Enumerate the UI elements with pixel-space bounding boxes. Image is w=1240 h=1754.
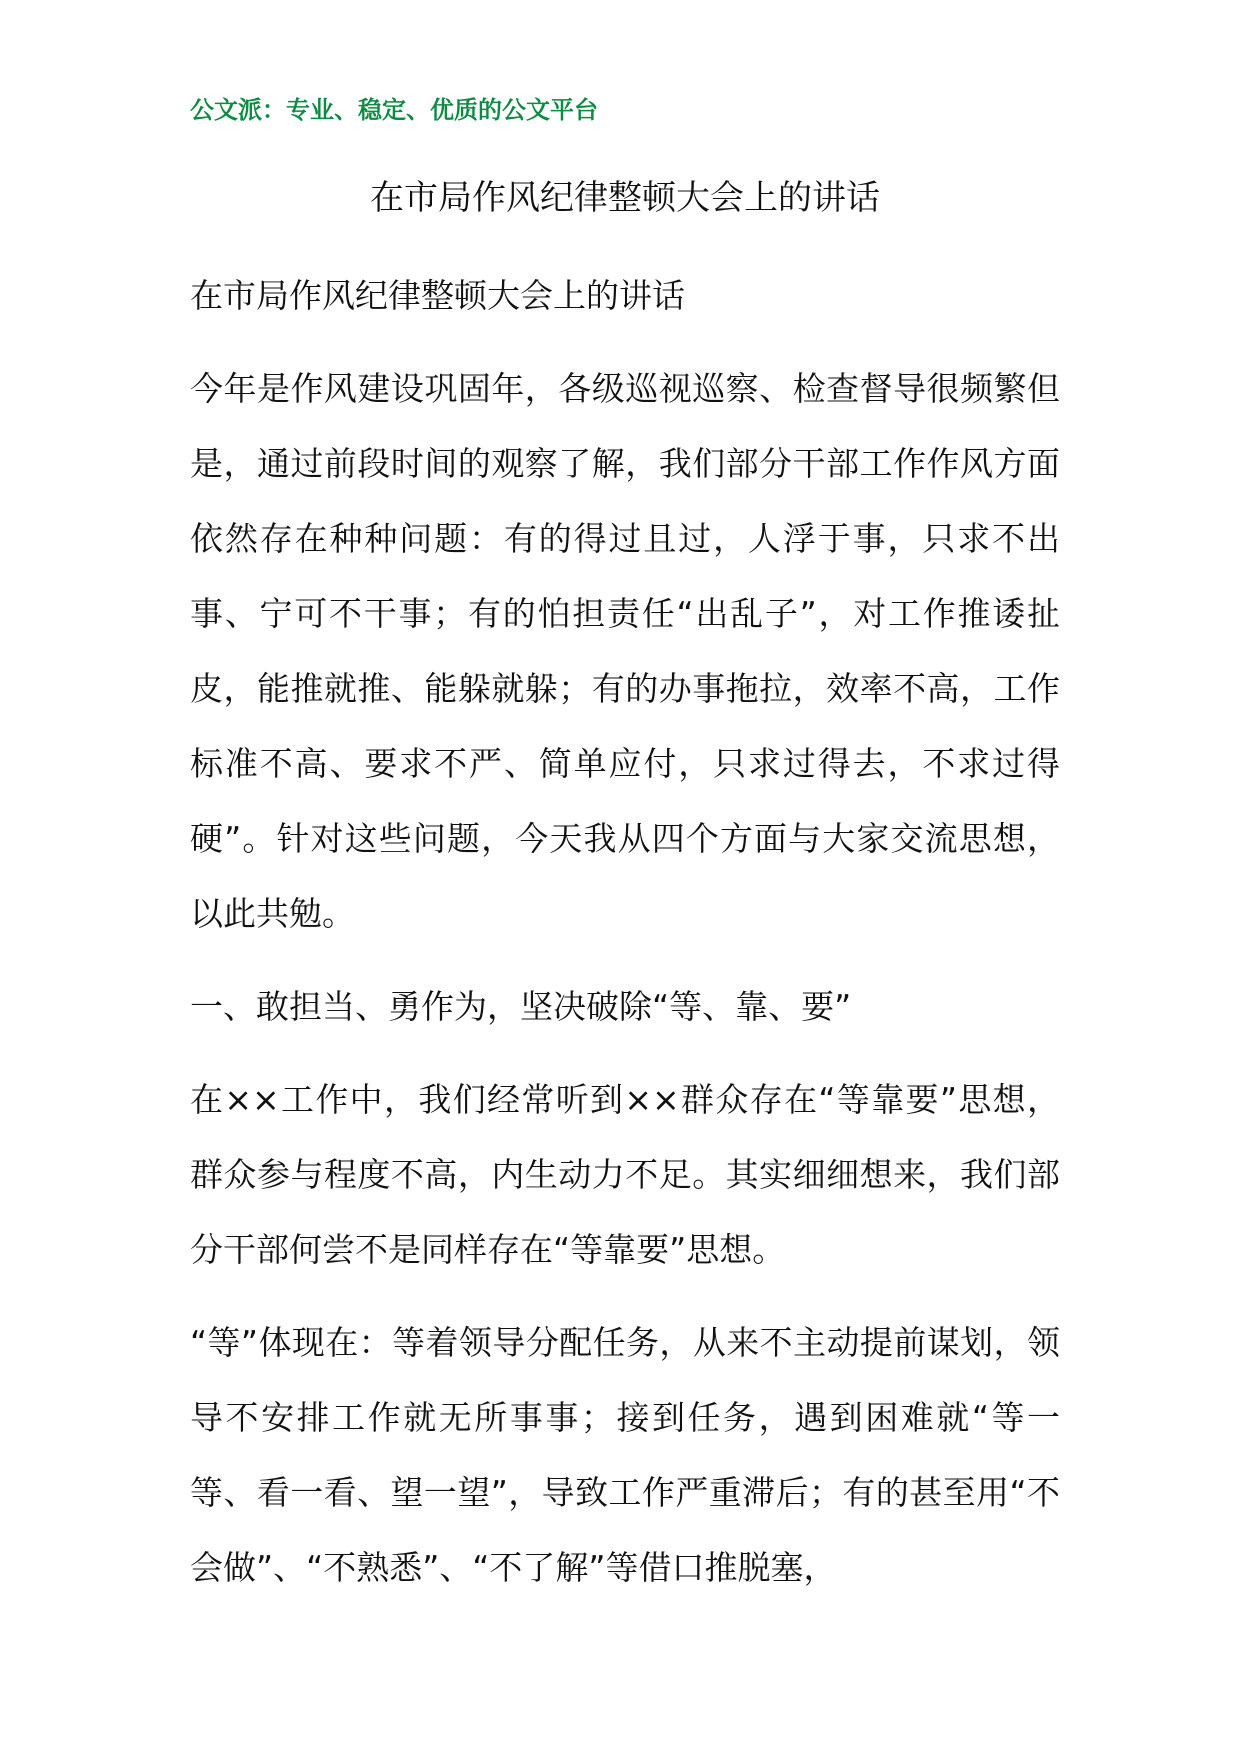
paragraph-section-1: 在××工作中，我们经常听到××群众存在“等靠要”思想，群众参与程度不高，内生动力不足。其实细细想来，我们部分干部何尝不是同样存在“等靠要”思想。 — [190, 1080, 1060, 1269]
section-heading-1: 一、敢担当、勇作为，坚决破除“等、靠、要” — [190, 987, 852, 1026]
paragraph-subtitle: 在市局作风纪律整顿大会上的讲话 — [190, 276, 685, 315]
paragraph-deng: “等”体现在：等着领导分配任务，从来不主动提前谋划，领导不安排工作就无所事事；接到任务，遇到困难就“等一等、看一看、望一望”，导致工作严重滞后；有的甚至用“不会做”、“不熟悉”、“不了解”等借口推脱塞， — [190, 1323, 1060, 1587]
paragraph-intro: 今年是作风建设巩固年，各级巡视巡察、检查督导很频繁但是，通过前段时间的观察了解，我们部分干部工作作风方面依然存在种种问题：有的得过且过，人浮于事，只求不出事、宁可不干事；有的怕担责任“出乱子”，对工作推诿扯皮，能推就推、能躲就躲；有的办事拖拉，效率不高，工作标准不高、要求不严、简单应付，只求过得去，不求过得硬”。针对这些问题，今天我从四个方面与大家交流思想，以此共勉。 — [190, 369, 1060, 933]
brand-header: 公文派：专业、稳定、优质的公文平台 — [190, 95, 598, 124]
document-body — [190, 258, 1060, 1623]
document-title: 在市局作风纪律整顿大会上的讲话 — [370, 178, 880, 218]
